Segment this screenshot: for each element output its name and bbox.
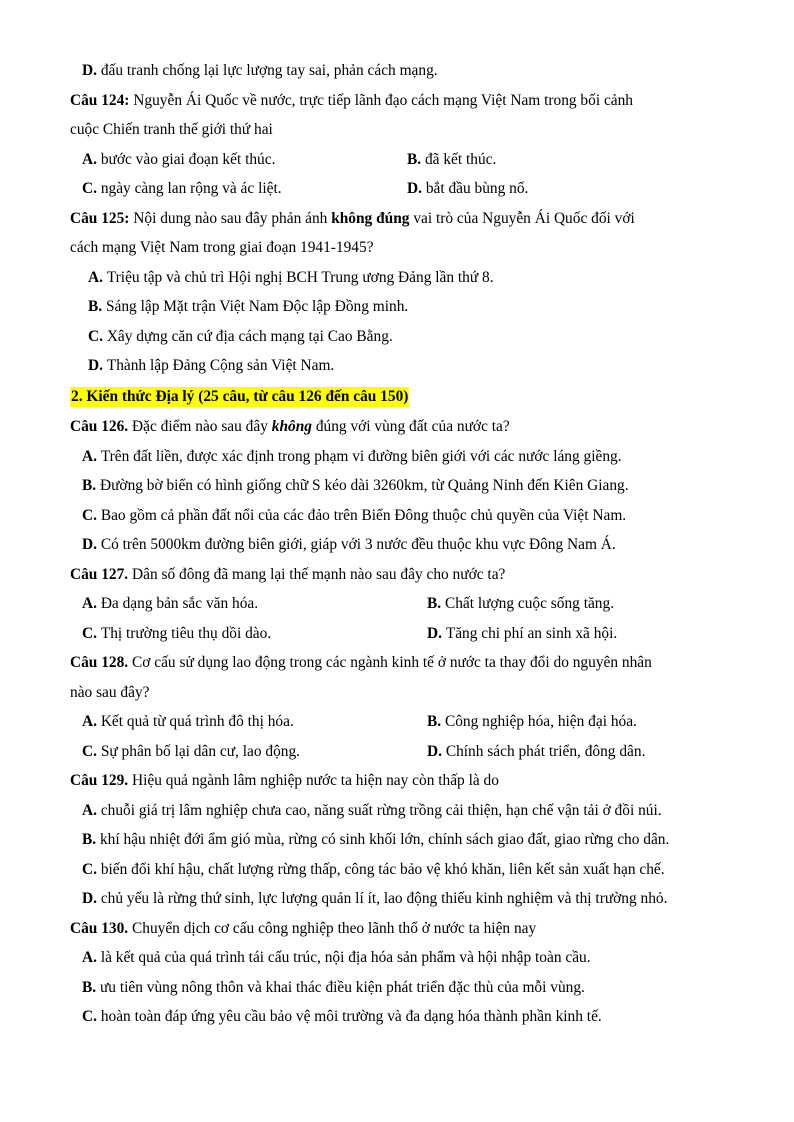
option-line — [82, 737, 427, 767]
question-number: Câu 125: — [70, 209, 134, 227]
option-text: chủ yếu là rừng thứ sinh, lực lượng quản lí ít, lao động thiếu kinh nghiệm và thị trường nhỏ. — [100, 890, 668, 907]
option-text: Chính sách phát triển, đông dân. — [445, 742, 646, 760]
option-label: B. — [82, 831, 100, 848]
option-text: Chất lượng cuộc sống tăng. — [444, 595, 615, 612]
question-stem-emphasis: không — [271, 418, 312, 435]
question-125-stem-cont: cách mạng Việt Nam trong giai đoạn 1941-1945? — [70, 239, 374, 256]
question-124-options-row-1 — [82, 145, 723, 175]
option-text: Đường bờ biển có hình giống chữ S kéo dài 3260km, từ Quảng Ninh đến Kiên Giang. — [99, 477, 629, 494]
option-text: Trên đất liền, được xác định trong phạm vi đường biên giới với các nước láng giềng. — [100, 447, 622, 465]
question-124-stem — [70, 86, 723, 116]
option-label: B. — [427, 595, 445, 612]
option-text: đấu tranh chống lại lực lượng tay sai, phản cách mạng. — [100, 62, 438, 79]
option-line — [88, 322, 723, 352]
option-line — [82, 1002, 723, 1032]
question-stem-text: Hiệu quả ngành lâm nghiệp nước ta hiện nay còn thấp là do — [132, 772, 499, 789]
option-label: C. — [82, 1008, 101, 1025]
question-128-options-row-2 — [82, 737, 723, 767]
option-label: A. — [82, 595, 101, 612]
question-127-options-row-2 — [82, 619, 723, 649]
option-text: ưu tiên vùng nông thôn và khai thác điều kiện phát triển đặc thù của mỗi vùng. — [99, 978, 585, 996]
option-label: B. — [88, 298, 106, 315]
option-line — [82, 501, 723, 531]
option-line — [82, 589, 427, 619]
question-number: Câu 128. — [70, 654, 132, 671]
question-128-options-row-1 — [82, 707, 723, 737]
option-line — [82, 825, 723, 855]
option-text: Sáng lập Mặt trận Việt Nam Độc lập Đồng minh. — [105, 298, 409, 315]
option-label: D. — [427, 624, 446, 642]
option-label: C. — [82, 624, 101, 642]
option-line — [82, 707, 427, 737]
option-line — [427, 707, 723, 737]
option-line — [407, 145, 723, 175]
option-label: A. — [82, 949, 101, 966]
option-label: B. — [82, 978, 100, 996]
option-text: đã kết thúc. — [424, 150, 497, 168]
option-text: Xây dựng căn cứ địa cách mạng tại Cao Bằng. — [106, 327, 393, 345]
option-text: Tăng chi phí an sinh xã hội. — [445, 624, 618, 642]
option-text: Sự phân bố lại dân cư, lao động. — [100, 742, 301, 760]
document-body — [70, 56, 723, 1032]
option-line — [82, 943, 723, 973]
section-heading — [70, 382, 723, 412]
question-130-stem — [70, 914, 723, 944]
option-label: C. — [88, 327, 107, 345]
option-line — [88, 292, 723, 322]
option-label: B. — [407, 150, 425, 168]
question-125-stem — [70, 204, 723, 234]
question-stem-text: Đặc điểm nào sau đây — [132, 418, 272, 435]
option-line — [82, 174, 407, 204]
option-line — [88, 263, 723, 293]
question-number: Câu 127. — [70, 565, 132, 583]
question-stem-text: Cơ cấu sử dụng lao động trong các ngành kinh tế ở nước ta thay đổi do nguyên nhân — [132, 654, 652, 671]
option-text: ngày càng lan rộng và ác liệt. — [100, 180, 282, 197]
option-label: D. — [82, 536, 101, 553]
option-label: D. — [407, 180, 426, 197]
option-label: A. — [82, 447, 101, 465]
question-124-stem-cont: cuộc Chiến tranh thế giới thứ hai — [70, 121, 273, 138]
option-text: chuỗi giá trị lâm nghiệp chưa cao, năng suất rừng trồng cải thiện, hạn chế vận tải ở đồi núi. — [100, 801, 662, 819]
option-label: B. — [82, 477, 100, 494]
option-label: C. — [82, 860, 101, 878]
question-124-options-row-2 — [82, 174, 723, 204]
option-text: Bao gồm cả phần đất nổi của các đảo trên Biển Đông thuộc chủ quyền của Việt Nam. — [100, 506, 627, 524]
option-label: D. — [82, 890, 101, 907]
option-line — [82, 56, 723, 86]
option-line — [82, 619, 427, 649]
question-126-stem — [70, 412, 723, 442]
option-label: D. — [88, 357, 107, 374]
question-128-stem — [70, 648, 723, 678]
question-number: Câu 129. — [70, 772, 132, 789]
section-heading-text: 2. Kiến thức Địa lý (25 câu, từ câu 126 đến câu 150) — [71, 387, 409, 405]
option-label: A. — [82, 801, 101, 819]
option-line — [82, 884, 723, 914]
option-line — [427, 619, 723, 649]
option-line — [82, 973, 723, 1003]
option-text: Kết quả từ quá trình đô thị hóa. — [100, 713, 294, 730]
option-text: Đa dạng bản sắc văn hóa. — [100, 595, 259, 612]
option-text: Triệu tập và chủ trì Hội nghị BCH Trung ương Đảng lần thứ 8. — [106, 268, 494, 286]
option-line — [88, 351, 723, 381]
question-stem-text-cont: vai trò của Nguyễn Ái Quốc đối với — [409, 209, 635, 227]
option-text: Thành lập Đảng Cộng sản Việt Nam. — [106, 357, 335, 374]
question-number: Câu 126. — [70, 418, 132, 435]
option-line — [82, 530, 723, 560]
question-129-stem — [70, 766, 723, 796]
option-label: A. — [88, 268, 107, 286]
option-label: C. — [82, 506, 101, 524]
question-stem-text: Nguyễn Ái Quốc về nước, trực tiếp lãnh đạo cách mạng Việt Nam trong bối cảnh — [133, 91, 634, 109]
option-line — [82, 855, 723, 885]
option-line — [82, 796, 723, 826]
question-number: Câu 130. — [70, 919, 132, 937]
option-text: Công nghiệp hóa, hiện đại hóa. — [444, 713, 637, 730]
question-stem-text: Chuyển dịch cơ cấu công nghiệp theo lãnh thổ ở nước ta hiện nay — [132, 919, 537, 937]
option-label: A. — [82, 713, 101, 730]
option-text: hoàn toàn đáp ứng yêu cầu bảo vệ môi trường và đa dạng hóa thành phần kinh tế. — [100, 1008, 602, 1025]
question-127-options-row-1 — [82, 589, 723, 619]
option-line — [407, 174, 723, 204]
option-label: B. — [427, 713, 445, 730]
option-text: bước vào giai đoạn kết thúc. — [100, 150, 276, 168]
option-line — [82, 442, 723, 472]
option-text: Có trên 5000km đường biên giới, giáp với 3 nước đều thuộc khu vực Đông Nam Á. — [100, 536, 616, 553]
option-line — [427, 737, 723, 767]
option-label: A. — [82, 150, 101, 168]
option-text: bắt đầu bùng nổ. — [425, 180, 529, 197]
option-label: C. — [82, 742, 101, 760]
question-stem-text-cont: đúng với vùng đất của nước ta? — [311, 418, 510, 435]
option-label: C. — [82, 180, 101, 197]
option-line — [82, 471, 723, 501]
option-text: biến đổi khí hậu, chất lượng rừng thấp, công tác bảo vệ khó khăn, liên kết sản xuất hạn chế. — [100, 860, 665, 878]
option-label: D. — [427, 742, 446, 760]
option-text: khí hậu nhiệt đới ẩm gió mùa, rừng có sinh khối lớn, chính sách giao đất, giao rừng cho dân. — [99, 831, 670, 848]
option-text: là kết quả của quá trình tái cấu trúc, nội địa hóa sản phẩm và hội nhập toàn cầu. — [100, 949, 591, 966]
question-127-stem — [70, 560, 723, 590]
question-128-stem-cont: nào sau đây? — [70, 683, 150, 701]
question-number: Câu 124: — [70, 91, 134, 109]
option-label: D. — [82, 62, 101, 79]
question-stem-text: Dân số đông đã mang lại thế mạnh nào sau đây cho nước ta? — [132, 565, 506, 583]
option-text: Thị trường tiêu thụ dồi dào. — [100, 624, 272, 642]
question-stem-emphasis: không đúng — [331, 209, 410, 227]
option-line — [82, 145, 407, 175]
option-line — [427, 589, 723, 619]
question-stem-text: Nội dung nào sau đây phản ánh — [133, 209, 332, 227]
